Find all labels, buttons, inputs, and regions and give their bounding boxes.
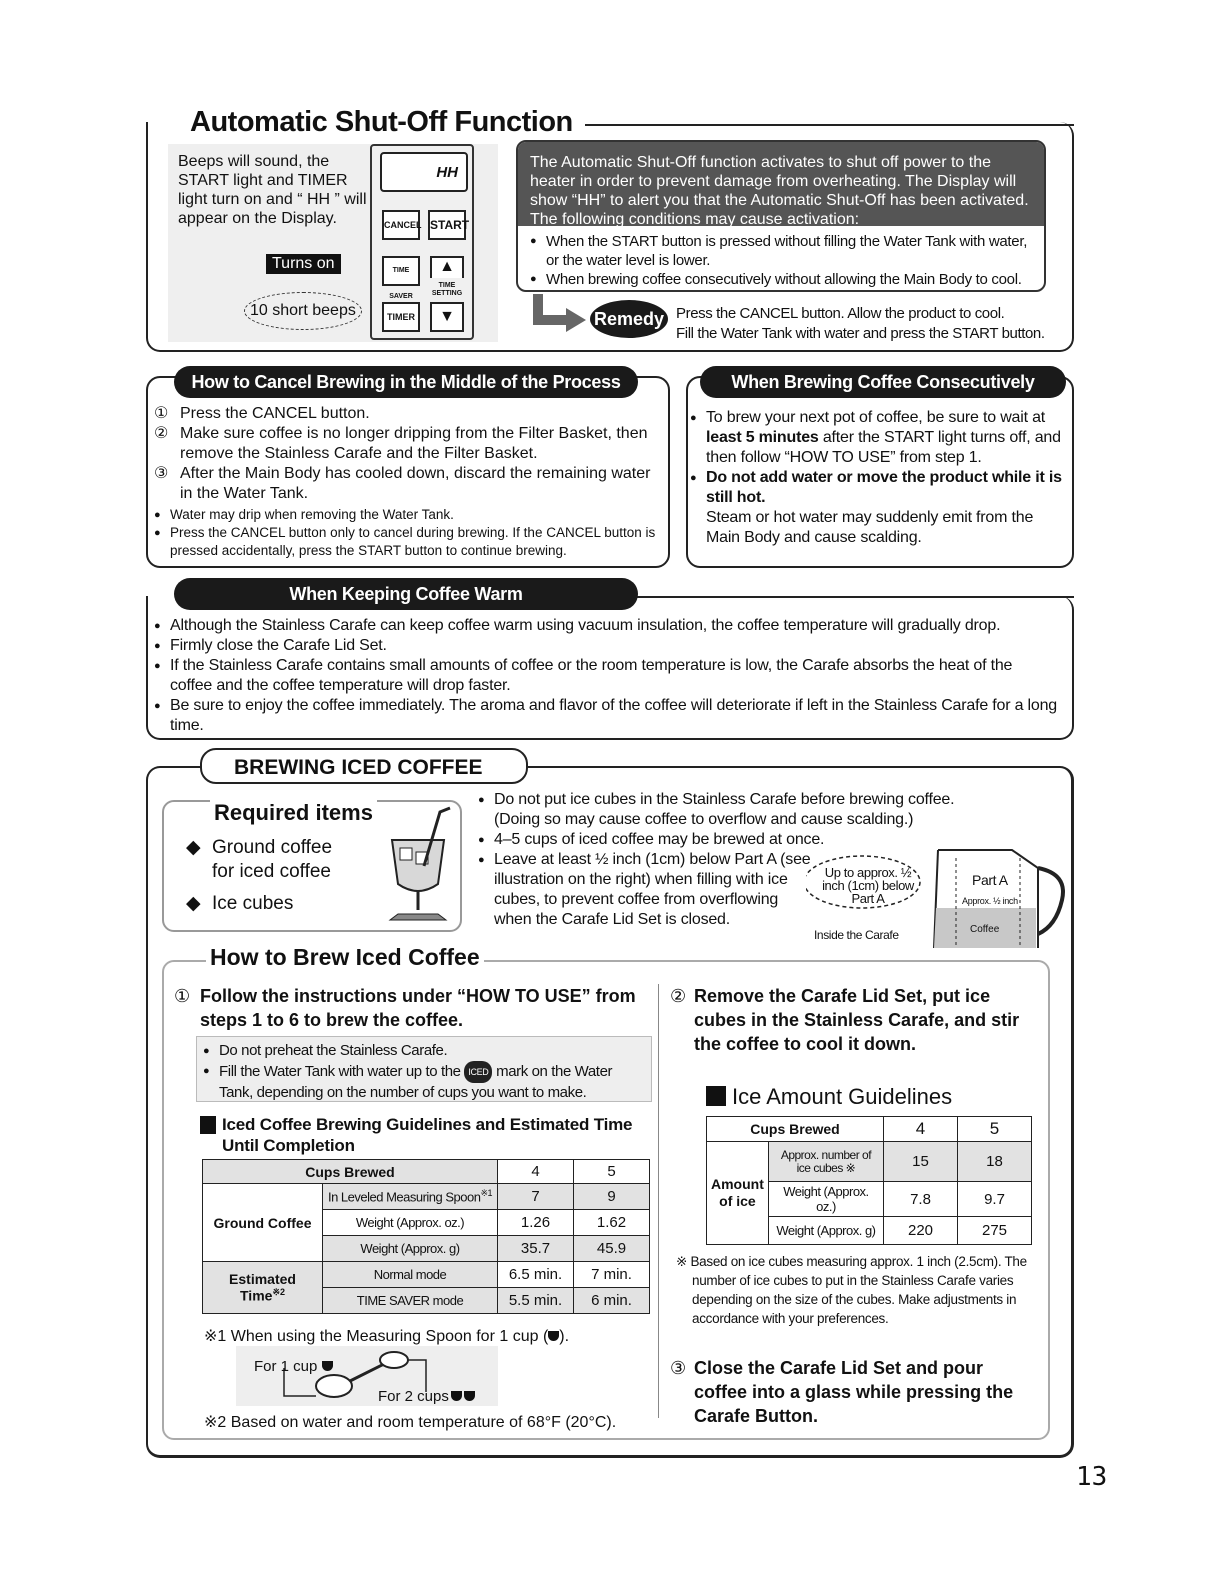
cancel-note: ● Water may drip when removing the Water Tank. [154,506,664,524]
consecutive-body [690,408,1066,548]
shutoff-title: Automatic Shut-Off Function [186,106,577,139]
ice-cell: 15 [884,1142,958,1182]
ice-cell: 9.7 [958,1182,1032,1217]
ice-row-label: Weight (Approx. g) [768,1217,883,1245]
step-number: ① [154,405,169,422]
up-arrow-icon[interactable]: ▲ [430,256,464,278]
ice-cell: 275 [958,1217,1032,1245]
brew-cell: 5.5 min. [498,1288,574,1314]
warm-body [154,616,1058,736]
ice-row-label: Approx. number of ice cubes ※ [768,1142,883,1182]
square-bullet-icon [706,1086,726,1106]
ice-header: Cups Brewed [707,1117,884,1142]
brew-row-label: TIME SAVER mode [323,1288,498,1314]
required-title: Required items [210,800,377,826]
down-arrow-icon[interactable]: ▼ [430,302,464,332]
shutoff-left-text: Beeps will sound, the START light and TIMER light turn on and “ HH ” will appear on the Display. [178,153,367,227]
start-key[interactable]: START [428,210,466,240]
brew-cell: 1.62 [574,1210,650,1236]
consecutive-item: ● Do not add water or move the product while it is still hot. Steam or hot water may suddenly emit from the Main Body and cause scalding. [690,468,1066,548]
consecutive-item: ● To brew your next pot of coffee, be sure to wait at least 5 minutes after the START light turns off, and then follow “HOW TO USE” from step 1. [690,408,1066,468]
cup-icon [464,1391,475,1401]
iced-note: ● Leave at least ½ inch (1cm) below Part A (see illustration on the right) when filling with ice cubes, to prevent coffee from overflowing when the Carafe Lid Set is closed. [478,850,812,930]
carafe-approx: Approx. ½ inch [962,896,1018,906]
iced-title: BREWING ICED COFFEE [234,756,483,779]
shutoff-info-conditions-heading: The following conditions may cause activation: [530,211,860,226]
for-2-cups: For 2 cups [378,1388,475,1405]
cancel-title: How to Cancel Brewing in the Middle of the Process [174,366,638,398]
time-saver-key[interactable]: TIME SAVER [382,256,420,286]
for-1-cup: For 1 cup [254,1358,333,1375]
warm-title: When Keeping Coffee Warm [174,578,638,610]
cancel-step [154,404,664,424]
cup-icon [451,1391,462,1401]
remedy-line: Fill the Water Tank with water and press the START button. [676,325,1045,342]
iced-glass-icon [380,806,456,926]
column-divider [658,984,659,1418]
shutoff-info-box [516,140,1046,292]
iced-mark-icon: ICED [464,1061,492,1083]
time-label: Estimated Time$^{※2}$ [203,1262,323,1314]
warm-item: ● Firmly close the Carafe Lid Set. [154,636,1058,656]
carafe-coffee: Coffee [970,924,1000,935]
carafe-part-a: Part A [972,872,1008,888]
brew-row-label: Weight (Approx. g) [323,1236,498,1262]
condition-item: ● When the START button is pressed without filling the Water Tank with water, or the water level is lower. [530,232,1034,270]
shutoff-info-header [518,142,1044,226]
brew-cell: 7 min. [574,1262,650,1288]
brew-row-label: Weight (Approx. oz.) [323,1210,498,1236]
cancel-step [154,464,664,504]
brew-cell: 6 min. [574,1288,650,1314]
condition-item: ● When brewing coffee consecutively without allowing the Main Body to cool. [530,270,1034,289]
step-text: Press the CANCEL button. [180,405,370,422]
howto-title: How to Brew Iced Coffee [206,944,484,971]
step-text: Make sure coffee is no longer dripping from the Filter Basket, then remove the Stainless Carafe and the Filter Basket. [180,425,648,462]
ice-col: 4 [884,1117,958,1142]
ice-note: ※ Based on ice cubes measuring approx. 1 inch (2.5cm). The number of ice cubes to put in the Stainless Carafe varies depending on the size of the cubes. Make adjustments in accordance with your preferences. [676,1254,1027,1326]
cancel-step [154,424,664,464]
step1-notes [196,1036,652,1102]
required-item: ◆ Ice cubes [186,893,294,914]
howto-step-3: ③ Close the Carafe Lid Set and pour coffee into a glass while pressing the Carafe Button. [670,1358,1014,1426]
brew-row-label: Normal mode [323,1262,498,1288]
howto-step-2: ② Remove the Carafe Lid Set, put ice cubes in the Stainless Carafe, and stir the coffee to cool it down. [670,986,1020,1054]
remedy-text [676,304,1045,344]
warm-top-line [630,596,1074,598]
howto-step-1: ① Follow the instructions under “HOW TO USE” from steps 1 to 6 to brew the coffee. [174,986,636,1030]
step-number: ③ [154,465,169,482]
cancel-body [154,404,664,560]
ice-title: Ice Amount Guidelines [706,1084,952,1110]
brew-table [202,1159,650,1314]
warm-item: ● Although the Stainless Carafe can keep coffee warm using vacuum insulation, the coffee temperature will gradually drop. [154,616,1058,636]
step1-note: ● Do not preheat the Stainless Carafe. [203,1041,645,1061]
ice-col: 5 [958,1117,1032,1142]
cancel-key[interactable]: CANCEL [382,210,420,240]
ice-cell: 220 [884,1217,958,1245]
ice-cell: 7.8 [884,1182,958,1217]
footnote-2: ※2 Based on water and room temperature of 68°F (20°C). [204,1414,617,1431]
iced-note: ● 4–5 cups of iced coffee may be brewed at once. [478,830,978,850]
carafe-inside-label: Inside the Carafe [814,928,899,942]
brew-col: 4 [498,1160,574,1184]
brew-cell: 6.5 min. [498,1262,574,1288]
required-item: ◆ Ground coffee for iced coffee [186,837,333,882]
ice-row-label: Weight (Approx. oz.) [768,1182,883,1217]
footnote-1: ※1 When using the Measuring Spoon for 1 cup ( ). [204,1328,570,1345]
beeps-label: 10 short beeps [250,302,356,319]
cup-icon [548,1331,559,1341]
step-text: After the Main Body has cooled down, discard the remaining water in the Water Tank. [180,465,651,502]
warm-item: ● Be sure to enjoy the coffee immediately. The aroma and flavor of the coffee will deteriorate if left in the Stainless Carafe for a long time. [154,696,1058,736]
ground-label: Ground Coffee [203,1184,323,1262]
remedy-arrow-icon [532,294,588,334]
warm-item: ● If the Stainless Carafe contains small amounts of coffee or the room temperature is low, the Carafe absorbs the heat of the coffee and the coffee temperature will drop faster. [154,656,1058,696]
brew-cell: 7 [498,1184,574,1210]
consecutive-title: When Brewing Coffee Consecutively [700,366,1066,398]
cancel-note: ● Press the CANCEL button only to cancel during brewing. If the CANCEL button is pressed accidentally, press the START button to continue brewing. [154,524,664,560]
brew-cell: 35.7 [498,1236,574,1262]
page-number: 13 [1076,1462,1108,1492]
cup-icon [322,1361,333,1371]
brew-header: Cups Brewed [203,1160,498,1184]
brew-col: 5 [574,1160,650,1184]
step-number: ② [154,425,169,442]
shutoff-top-line [585,124,1074,126]
carafe-callout: Up to approx. ½ inch (1cm) below Part A [822,865,914,906]
display-panel [380,152,468,192]
iced-note: ● Do not put ice cubes in the Stainless Carafe before brewing coffee. (Doing so may cause coffee to overflow and cause scalding.) [478,790,978,830]
brew-cell: 9 [574,1184,650,1210]
guide-title: Iced Coffee Brewing Guidelines and Estimated Time Until Completion [200,1114,650,1156]
square-bullet-icon [200,1116,216,1134]
ice-group-label: Amount of ice [707,1142,769,1245]
time-setting-label: TIME SETTING [431,282,463,297]
shutoff-info-text: The Automatic Shut-Off function activates to shut off power to the heater in order to prevent damage from overheating. The Display will show “HH” to alert you that the Automatic Shut-Off has been activated. [530,154,1029,209]
ice-cell: 18 [958,1142,1032,1182]
brew-row-label: In Leveled Measuring Spoon$^{※1}$ [323,1184,498,1210]
timer-key[interactable]: TIMER [382,302,420,332]
brew-cell: 45.9 [574,1236,650,1262]
ice-table [706,1116,1032,1245]
brew-cell: 1.26 [498,1210,574,1236]
step1-note: ● Fill the Water Tank with water up to the ICED mark on the Water Tank, depending on the number of cups you want to make. [203,1061,645,1103]
remedy-line: Press the CANCEL button. Allow the product to cool. [676,305,1005,322]
turns-on-label: Turns on [266,254,341,274]
remedy-badge: Remedy [590,300,668,338]
display-readout: HH [436,164,458,181]
